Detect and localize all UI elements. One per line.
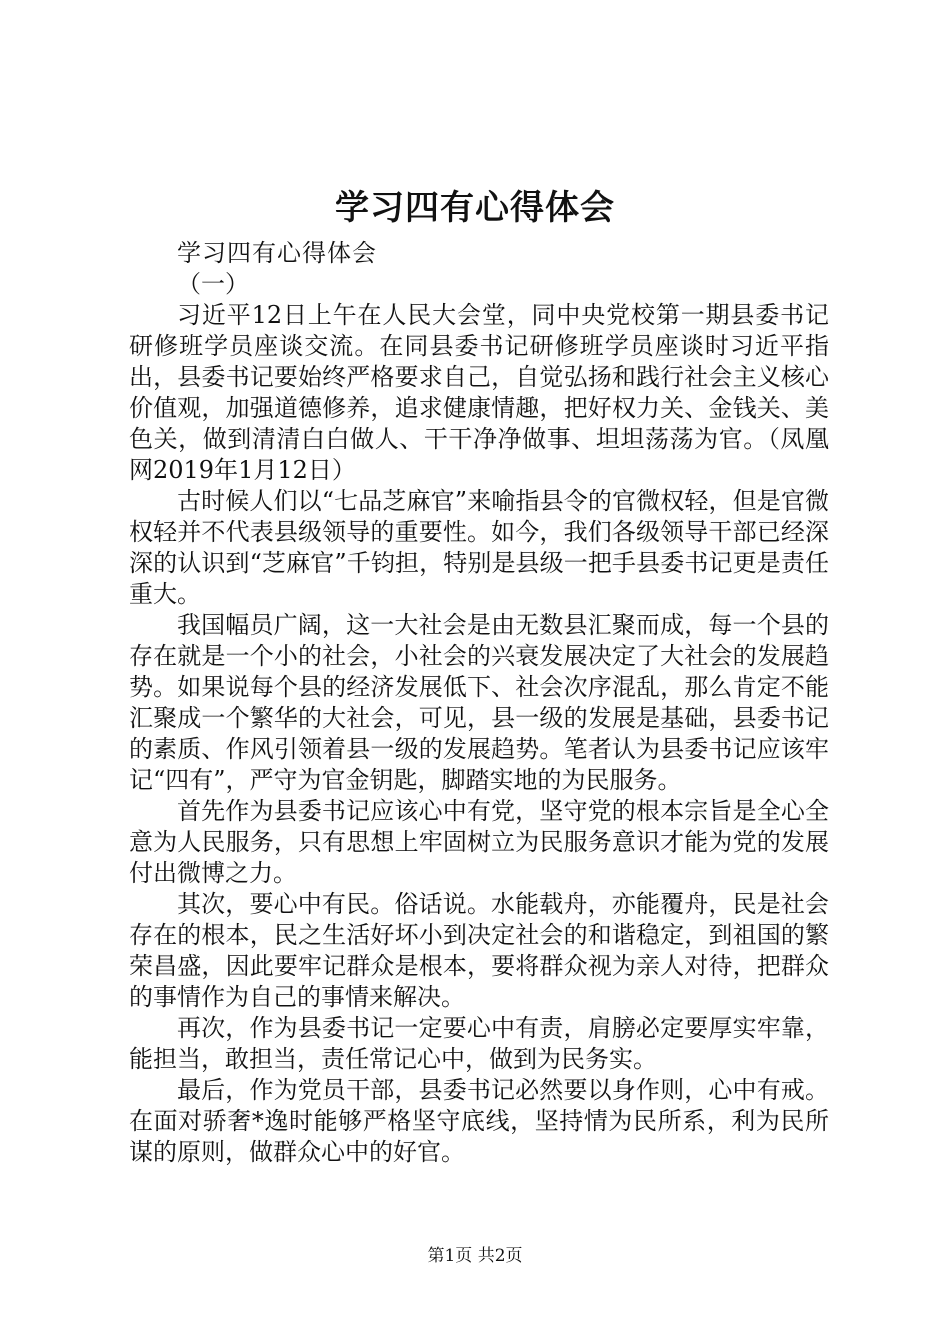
paragraph: 再次，作为县委书记一定要心中有责，肩膀必定要厚实牢靠，能担当，敢担当，责任常记心中，做到为民务实。 — [129, 1014, 829, 1073]
paragraph: 其次，要心中有民。俗话说。水能载舟，亦能覆舟，民是社会存在的根本，民之生活好坏小到决定社会的和谐稳定，到祖国的繁荣昌盛，因此要牢记群众是根本，要将群众视为亲人对待，把群众的事情作为自己的事情来解决。 — [129, 890, 829, 1011]
paragraph: 最后，作为党员干部，县委书记必然要以身作则，心中有戒。在面对骄奢*逸时能够严格坚守底线，坚持情为民所系，利为民所谋的原则，做群众心中的好官。 — [129, 1076, 829, 1166]
document-title: 学习四有心得体会 — [335, 188, 615, 228]
paragraph: 古时候人们以“七品芝麻官”来喻指县令的官微权轻，但是官微权轻并不代表县级领导的重要性。如今，我们各级领导干部已经深深的认识到“芝麻官”千钧担，特别是县级一把手县委书记更是责任重大。 — [129, 487, 829, 608]
document-subtitle: 学习四有心得体会 — [177, 239, 377, 267]
paragraph: 习近平12日上午在人民大会堂，同中央党校第一期县委书记研修班学员座谈交流。在同县委书记研修班学员座谈时习近平指出，县委书记要始终严格要求自己，自觉弘扬和践行社会主义核心价值观，加强道德修养，追求健康情趣，把好权力关、金钱关、美色关，做到清清白白做人、干干净净做事、坦坦荡荡为官。（凤凰网2019年1月12日） — [129, 301, 829, 484]
section-marker: （一） — [177, 270, 249, 298]
document-body — [129, 238, 829, 1168]
page-footer: 第1页 共2页 — [427, 1246, 523, 1266]
paragraph: 首先作为县委书记应该心中有党，坚守党的根本宗旨是全心全意为人民服务，只有思想上牢固树立为民服务意识才能为党的发展付出微博之力。 — [129, 797, 829, 887]
paragraph: 我国幅员广阔，这一大社会是由无数县汇聚而成，每一个县的存在就是一个小的社会，小社会的兴衰发展决定了大社会的发展趋势。如果说每个县的经济发展低下、社会次序混乱，那么肯定不能汇聚成一个繁华的大社会，可见，县一级的发展是基础，县委书记的素质、作风引领着县一级的发展趋势。笔者认为县委书记应该牢记“四有”，严守为官金钥匙，脚踏实地的为民服务。 — [129, 611, 829, 794]
